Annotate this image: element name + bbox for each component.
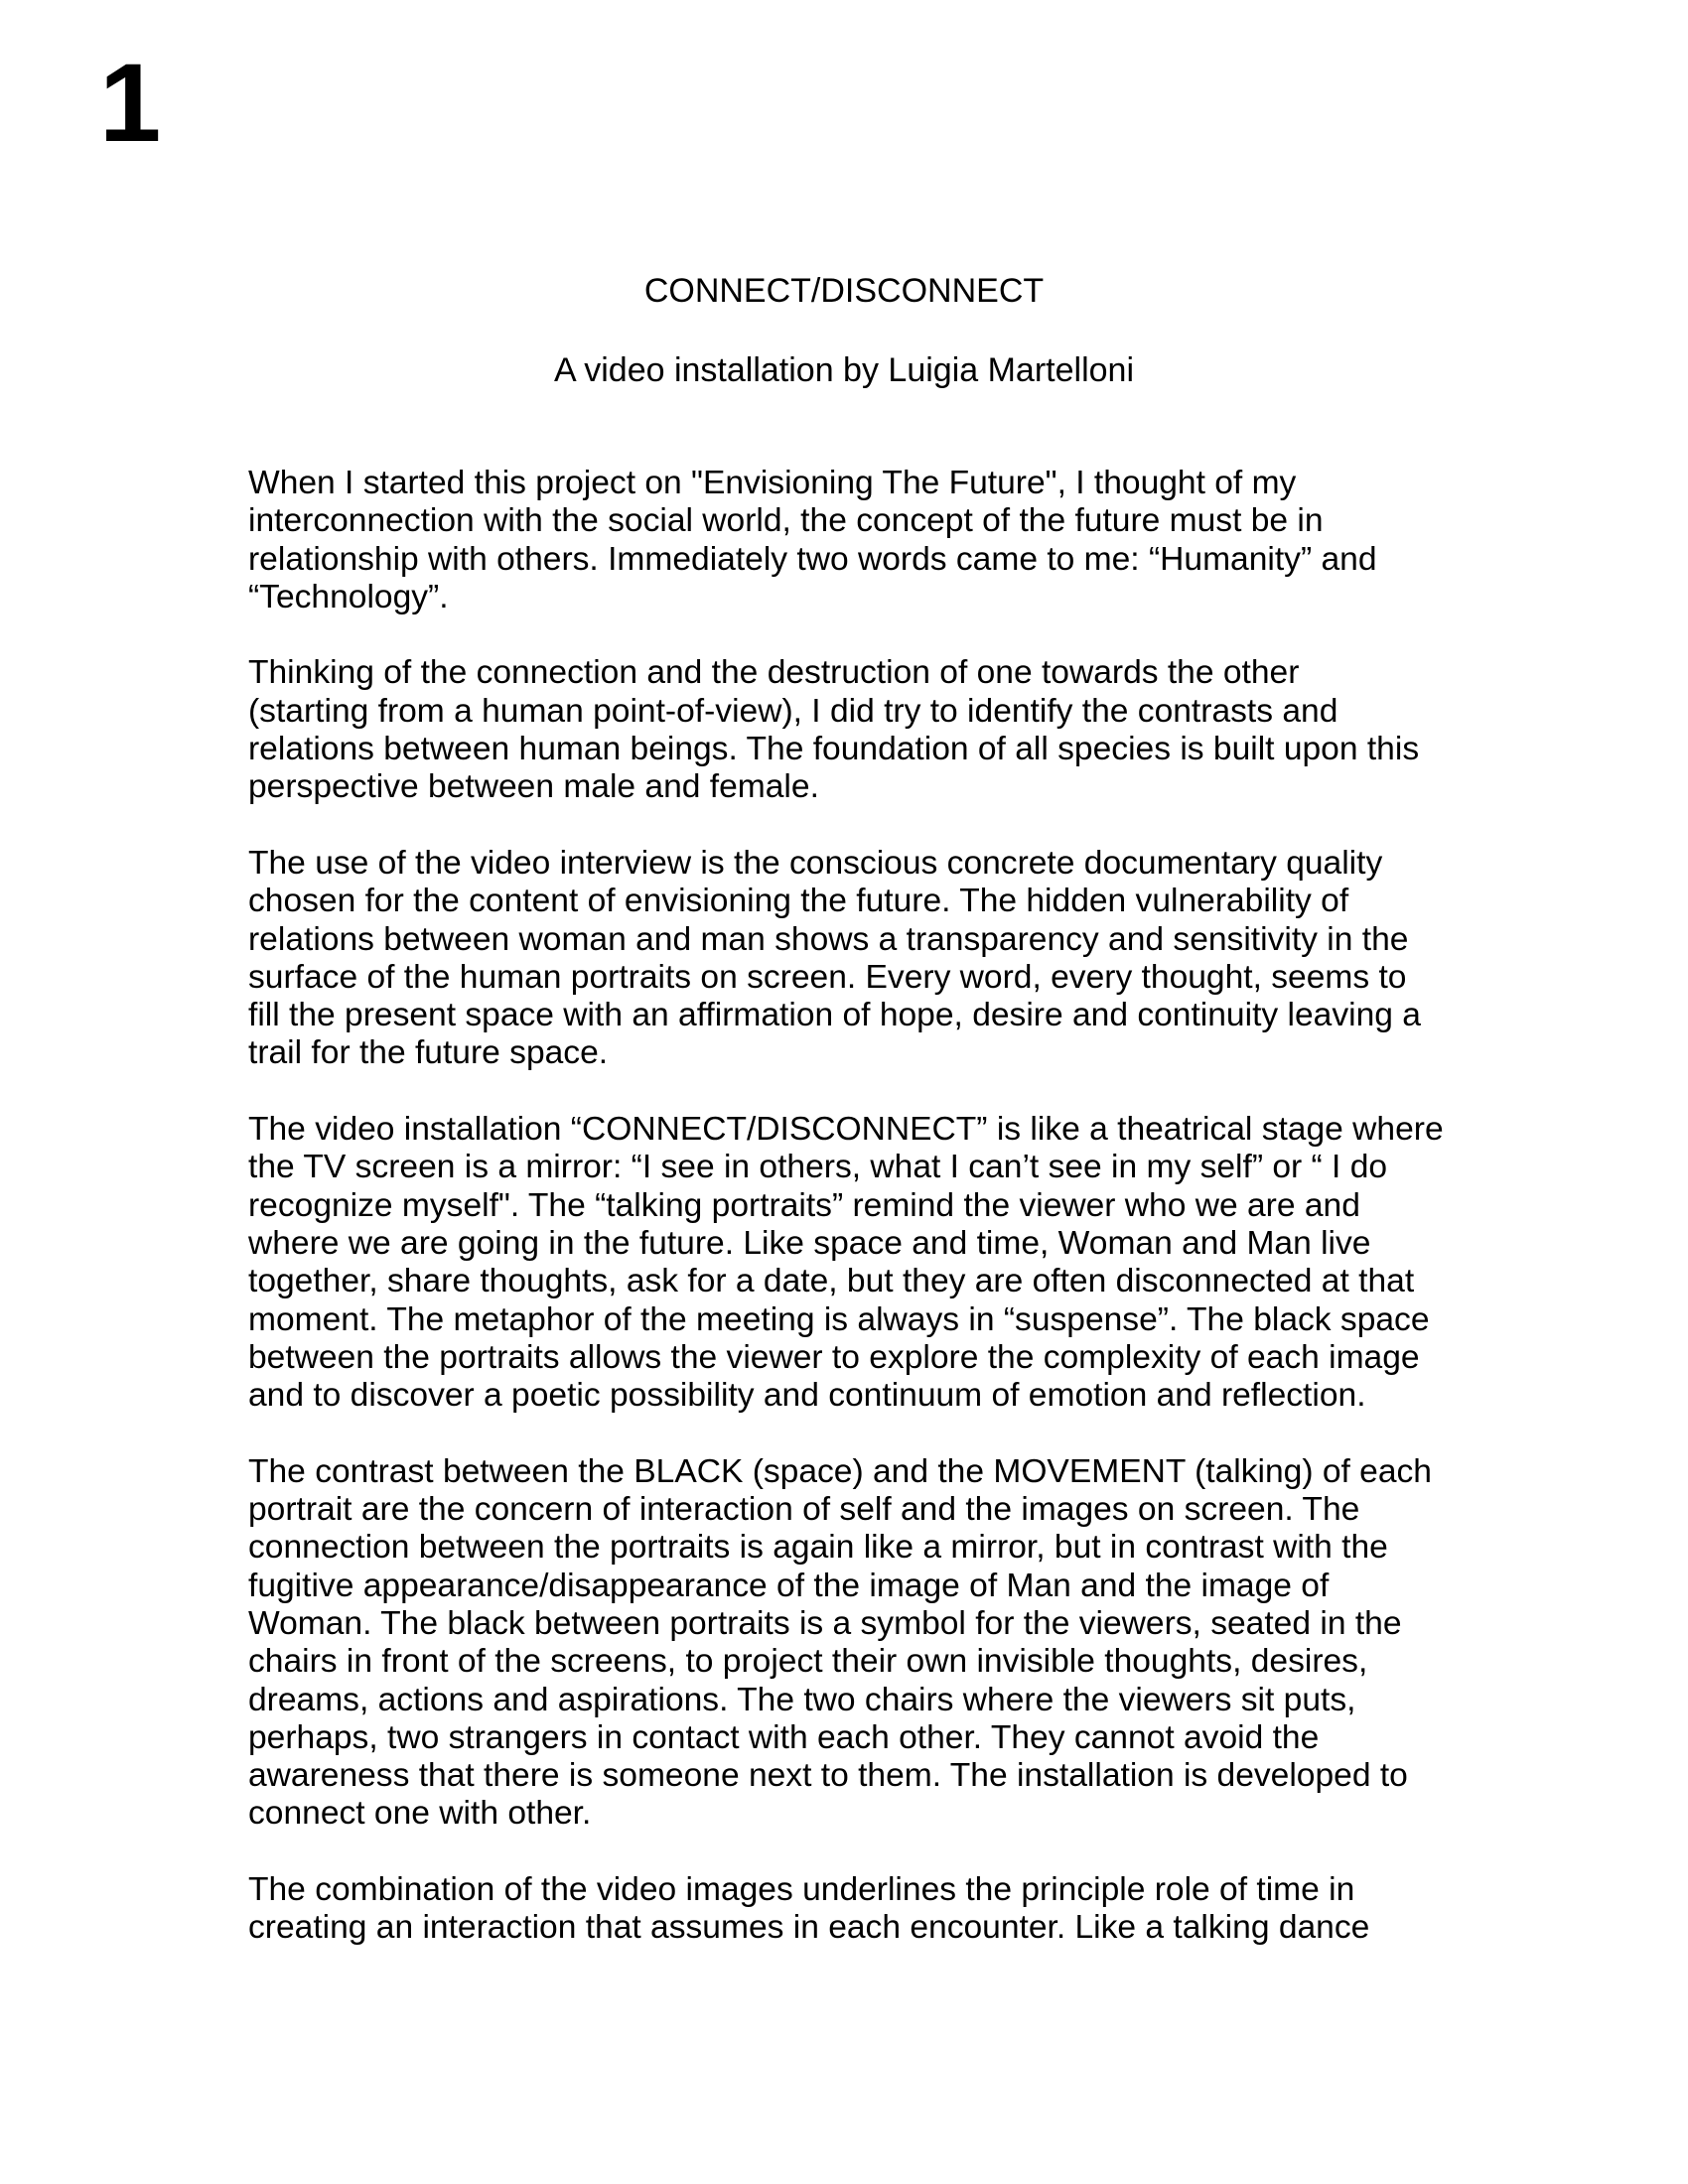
text-line: fugitive appearance/disappearance of the image of Man and the image of [248, 1567, 1330, 1604]
paragraph [248, 1111, 1529, 1415]
text-line: The video installation “CONNECT/DISCONNECT” is like a theatrical stage where [248, 1111, 1444, 1149]
text-line: dreams, actions and aspirations. The two chairs where the viewers sit puts, [248, 1681, 1356, 1718]
text-line: between the portraits allows the viewer to explore the complexity of each image [248, 1338, 1420, 1376]
paragraph [248, 1453, 1529, 1834]
text-line: When I started this project on "Envisioning The Future", I thought of my [248, 465, 1297, 501]
text-line: “Technology”. [248, 578, 449, 615]
text-line: perhaps, two strangers in contact with each other. They cannot avoid the [248, 1718, 1320, 1756]
text-line: The combination of the video images underlines the principle role of time in [248, 1870, 1355, 1908]
text-line: relationship with others. Immediately two words came to me: “Humanity” and [248, 540, 1377, 578]
paragraph [248, 845, 1529, 1073]
text-line: surface of the human portraits on screen. Every word, every thought, seems to [248, 958, 1407, 996]
text-line: together, share thoughts, ask for a date, but they are often disconnected at that [248, 1263, 1415, 1300]
text-line: connection between the portraits is again like a mirror, but in contrast with the [248, 1529, 1388, 1567]
text-line: recognize myself". The “talking portraits” remind the viewer who we are and [248, 1186, 1360, 1224]
text-line: The use of the video interview is the conscious concrete documentary quality [248, 844, 1383, 882]
text-line: chairs in front of the screens, to project their own invisible thoughts, desires, [248, 1643, 1368, 1681]
text-line: where we are going in the future. Like space and time, Woman and Man live [248, 1224, 1371, 1262]
text-line: relations between human beings. The foundation of all species is built upon this [248, 731, 1420, 768]
paragraph [248, 1871, 1529, 1948]
body-text [248, 465, 1529, 1985]
text-line: connect one with other. [248, 1795, 592, 1833]
text-line: awareness that there is someone next to them. The installation is developed to [248, 1757, 1408, 1795]
text-line: chosen for the content of envisioning the future. The hidden vulnerability of [248, 883, 1349, 920]
text-line: portrait are the concern of interaction of self and the images on screen. The [248, 1491, 1360, 1529]
text-line: Thinking of the connection and the destruction of one towards the other [248, 654, 1300, 692]
document-subtitle: A video installation by Luigia Martelloni [553, 351, 1134, 389]
text-line: fill the present space with an affirmation of hope, desire and continuity leaving a [248, 997, 1421, 1034]
paragraph [248, 654, 1529, 806]
text-line: relations between woman and man shows a transparency and sensitivity in the [248, 920, 1409, 958]
text-line: The contrast between the BLACK (space) and the MOVEMENT (talking) of each [248, 1452, 1432, 1490]
paragraph [248, 465, 1529, 616]
text-line: interconnection with the social world, the concept of the future must be in [248, 502, 1324, 540]
text-line: creating an interaction that assumes in each encounter. Like a talking dance [248, 1909, 1370, 1947]
text-line: the TV screen is a mirror: “I see in others, what I can’t see in my self” or “ I do [248, 1149, 1388, 1186]
page-number: 1 [99, 41, 162, 165]
document-title: CONNECT/DISCONNECT [643, 272, 1045, 310]
text-line: perspective between male and female. [248, 768, 819, 806]
text-line: moment. The metaphor of the meeting is always in “suspense”. The black space [248, 1300, 1430, 1338]
text-line: and to discover a poetic possibility and continuum of emotion and reflection. [248, 1377, 1366, 1415]
text-line: (starting from a human point-of-view), I did try to identify the contrasts and [248, 692, 1338, 730]
text-line: Woman. The black between portraits is a symbol for the viewers, seated in the [248, 1604, 1402, 1642]
text-line: trail for the future space. [248, 1034, 609, 1072]
